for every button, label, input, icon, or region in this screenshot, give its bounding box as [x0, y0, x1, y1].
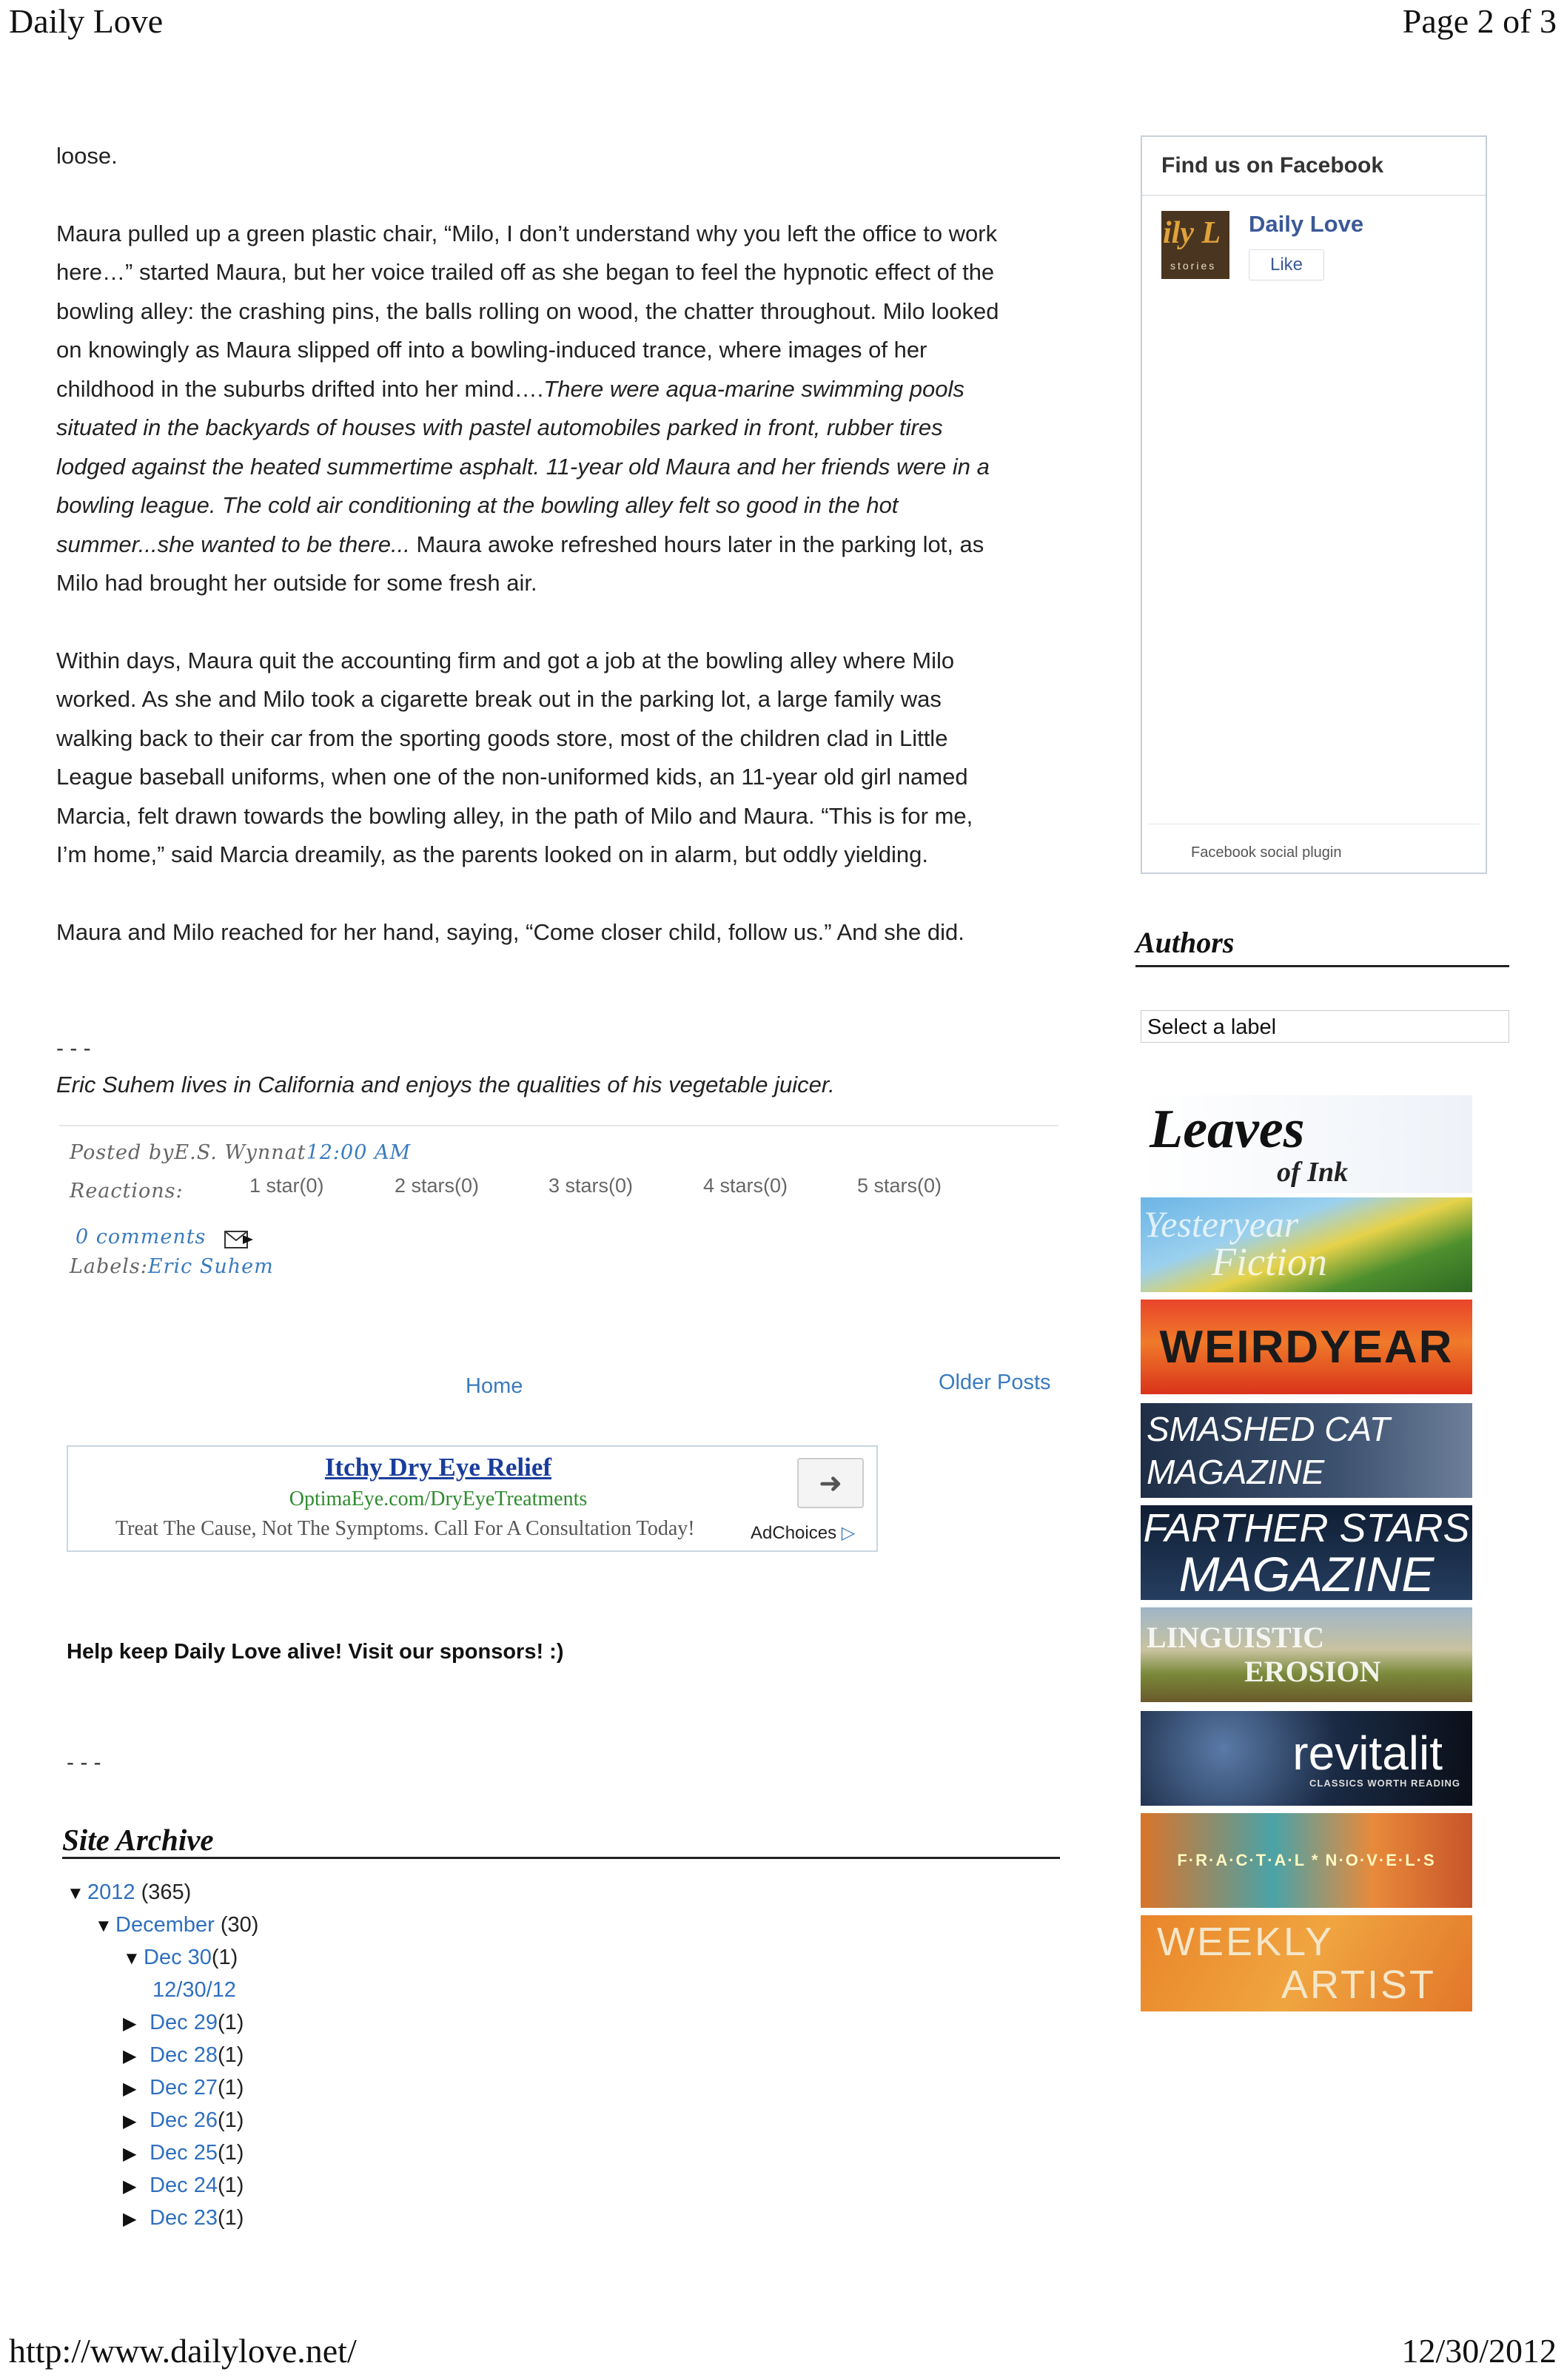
post-author: E.S. Wynnat	[174, 1141, 306, 1164]
ad-title[interactable]: Itchy Dry Eye Relief	[324, 1453, 552, 1482]
archive-post	[67, 1974, 258, 2006]
story-line: bowling league. The cold air conditioning at the bowling alley felt so good in the hot	[56, 492, 899, 518]
facebook-page-logo[interactable]: ily L stories	[1161, 211, 1229, 279]
reaction-1-star[interactable]: 1 star(0)	[249, 1174, 324, 1197]
facebook-like-box	[1141, 135, 1487, 874]
story-line: I’m home,” said Marcia dreamily, as the parents looked on in alarm, but oddly yielding.	[56, 841, 928, 867]
print-footer-date: 12/30/2012	[1401, 2332, 1557, 2370]
facebook-plugin-label: Facebook social plugin	[1191, 844, 1342, 861]
home-link[interactable]: Home	[466, 1374, 523, 1398]
authors-label-select[interactable]: Select a label	[1141, 1010, 1509, 1043]
print-footer-url: http://www.dailylove.net/	[9, 2332, 357, 2370]
banner-smashed-cat-magazine[interactable]: SMASHED CAT MAGAZINE	[1141, 1403, 1472, 1498]
story-line: walking back to their car from the sporting goods store, most of the children clad in Little	[56, 725, 948, 751]
reaction-5-stars[interactable]: 5 stars(0)	[857, 1174, 942, 1197]
authors-rule	[1135, 965, 1509, 967]
collapsed-triangle-icon[interactable]: ▶	[123, 2176, 137, 2196]
ad-unit[interactable]	[67, 1445, 878, 1552]
story-line: situated in the backyards of houses with pastel automobiles parked in front, rubber tires	[56, 414, 943, 440]
banner-farther-stars-magazine[interactable]: FARTHER STARS MAGAZINE	[1141, 1505, 1472, 1600]
archive-tree	[67, 1876, 258, 2234]
ad-arrow-button[interactable]	[797, 1458, 864, 1508]
archive-day: ▶ Dec 27(1)	[67, 2071, 258, 2104]
story-line: Milo had brought her outside for some fresh air.	[56, 570, 537, 596]
facebook-like-button[interactable]: Like	[1249, 249, 1324, 280]
archive-day-link[interactable]: Dec 30	[144, 1946, 212, 1969]
story-line: worked. As she and Milo took a cigarette break out in the parking lot, a large family was	[56, 686, 942, 712]
facebook-heading: Find us on Facebook	[1161, 153, 1384, 178]
archive-day-link[interactable]: Dec 23	[150, 2206, 218, 2230]
archive-year-link[interactable]: 2012	[87, 1880, 135, 1904]
archive-day-link[interactable]: Dec 26	[150, 2108, 218, 2132]
archive-day: ▶ Dec 26(1)	[67, 2104, 258, 2137]
archive-day-link[interactable]: Dec 24	[150, 2174, 218, 2197]
archive-post-link[interactable]: 12/30/12	[152, 1978, 236, 2002]
expanded-triangle-icon[interactable]: ▼	[95, 1916, 113, 1936]
story-line: Maura pulled up a green plastic chair, “Milo, I don’t understand why you left the office to work	[56, 220, 998, 246]
archive-day-link[interactable]: Dec 25	[150, 2141, 218, 2165]
banner-weirdyear[interactable]: WEIRDYEAR	[1141, 1300, 1472, 1394]
expanded-triangle-icon[interactable]: ▼	[67, 1883, 84, 1903]
post-labels: Labels:Eric Suhem	[70, 1255, 274, 1278]
expanded-triangle-icon[interactable]: ▼	[123, 1949, 141, 1969]
archive-day-link[interactable]: Dec 27	[150, 2076, 218, 2100]
archive-day: ▶ Dec 28(1)	[67, 2039, 258, 2071]
post-time-link[interactable]: 12:00 AM	[306, 1141, 412, 1164]
facebook-page-name[interactable]: Daily Love	[1249, 211, 1364, 237]
archive-day-link[interactable]: Dec 29	[150, 2011, 218, 2034]
email-post-icon[interactable]	[224, 1228, 256, 1254]
arrow-right-icon: ➜	[819, 1468, 842, 1499]
story-line: lodged against the heated summertime asphalt. 11-year old Maura and her friends were in a	[56, 453, 990, 480]
separator: - - -	[67, 1750, 101, 1775]
banner-fractal-novels[interactable]: F·R·A·C·T·A·L * N·O·V·E·L·S	[1141, 1813, 1472, 1908]
reactions-label: Reactions:	[70, 1180, 184, 1203]
adchoices-icon: ▷	[841, 1523, 856, 1543]
archive-day: ▶ Dec 25(1)	[67, 2137, 258, 2169]
archive-day: ▶ Dec 29(1)	[67, 2006, 258, 2039]
author-bio: Eric Suhem lives in California and enjoys the qualities of his vegetable juicer.	[56, 1072, 835, 1097]
archive-year: ▼ 2012 (365)	[67, 1876, 258, 1909]
collapsed-triangle-icon[interactable]: ▶	[123, 2144, 137, 2164]
comments-link[interactable]: 0 comments	[76, 1226, 207, 1248]
archive-day: ▶ Dec 23(1)	[67, 2202, 258, 2234]
collapsed-triangle-icon[interactable]: ▶	[123, 2014, 137, 2034]
adchoices-link[interactable]: AdChoices ▷	[751, 1523, 856, 1543]
banner-leaves-of-ink[interactable]: Leaves of Ink	[1141, 1095, 1472, 1193]
post-footer-divider	[59, 1125, 1058, 1126]
banner-weekly-artist[interactable]: WEEKLY ARTIST	[1141, 1915, 1472, 2011]
collapsed-triangle-icon[interactable]: ▶	[123, 2046, 137, 2066]
archive-month: ▼ December (30)	[67, 1909, 258, 1941]
archive-heading: Site Archive	[62, 1823, 214, 1857]
print-header-page: Page 2 of 3	[1402, 2, 1557, 40]
archive-rule	[62, 1857, 1060, 1859]
print-header-title: Daily Love	[9, 2, 164, 40]
collapsed-triangle-icon[interactable]: ▶	[123, 2079, 137, 2099]
authors-heading: Authors	[1135, 926, 1235, 959]
ad-url[interactable]: OptimaEye.com/DryEyeTreatments	[289, 1488, 588, 1510]
reaction-4-stars[interactable]: 4 stars(0)	[703, 1174, 788, 1197]
story-paragraph: loose.	[56, 143, 118, 169]
archive-day-open: ▼ Dec 30(1)	[67, 1941, 258, 1974]
story-line: here…” started Maura, but her voice trailed off as she began to feel the hypnotic effect of the	[56, 259, 995, 285]
archive-day-link[interactable]: Dec 28	[150, 2043, 218, 2067]
collapsed-triangle-icon[interactable]: ▶	[123, 2209, 137, 2229]
story-line: summer...she wanted to be there... Maura awoke refreshed hours later in the parking lot, as	[56, 531, 984, 557]
reaction-2-stars[interactable]: 2 stars(0)	[395, 1174, 480, 1197]
story-line: League baseball uniforms, when one of the non-uniformed kids, an 11-year old girl named	[56, 764, 968, 790]
separator: - - -	[56, 1036, 91, 1060]
banner-revitalit[interactable]: revitalit CLASSICS WORTH READING	[1141, 1711, 1472, 1806]
banner-yesteryear-fiction[interactable]: Yesteryear Fiction	[1141, 1197, 1472, 1292]
story-line: bowling alley: the crashing pins, the balls rolling on wood, the chatter throughout. Milo looked	[56, 298, 999, 324]
story-line: Marcia, felt drawn towards the bowling alley, in the path of Milo and Maura. “This is for me,	[56, 802, 973, 829]
older-posts-link[interactable]: Older Posts	[939, 1371, 1051, 1394]
ad-text: Treat The Cause, Not The Symptoms. Call For A Consultation Today!	[115, 1517, 695, 1540]
label-link[interactable]: Eric Suhem	[147, 1255, 274, 1278]
story-line: childhood in the suburbs drifted into her mind….There were aqua-marine swimming pools	[56, 375, 964, 402]
banner-linguistic-erosion[interactable]: LINGUISTIC EROSION	[1141, 1607, 1472, 1702]
story-line: on knowingly as Maura slipped off into a bowling-induced trance, where images of her	[56, 337, 927, 363]
archive-month-link[interactable]: December	[115, 1913, 215, 1937]
story-paragraph: Maura and Milo reached for her hand, saying, “Come closer child, follow us.” And she did.	[56, 918, 964, 945]
reaction-3-stars[interactable]: 3 stars(0)	[548, 1174, 634, 1197]
post-byline: Posted byE.S. Wynnat12:00 AM	[70, 1141, 412, 1164]
collapsed-triangle-icon[interactable]: ▶	[123, 2111, 137, 2131]
story-line: Within days, Maura quit the accounting firm and got a job at the bowling alley where Milo	[56, 647, 955, 673]
sponsor-text: Help keep Daily Love alive! Visit our sponsors! :)	[67, 1640, 564, 1664]
story-body	[56, 137, 1078, 952]
archive-day: ▶ Dec 24(1)	[67, 2169, 258, 2202]
